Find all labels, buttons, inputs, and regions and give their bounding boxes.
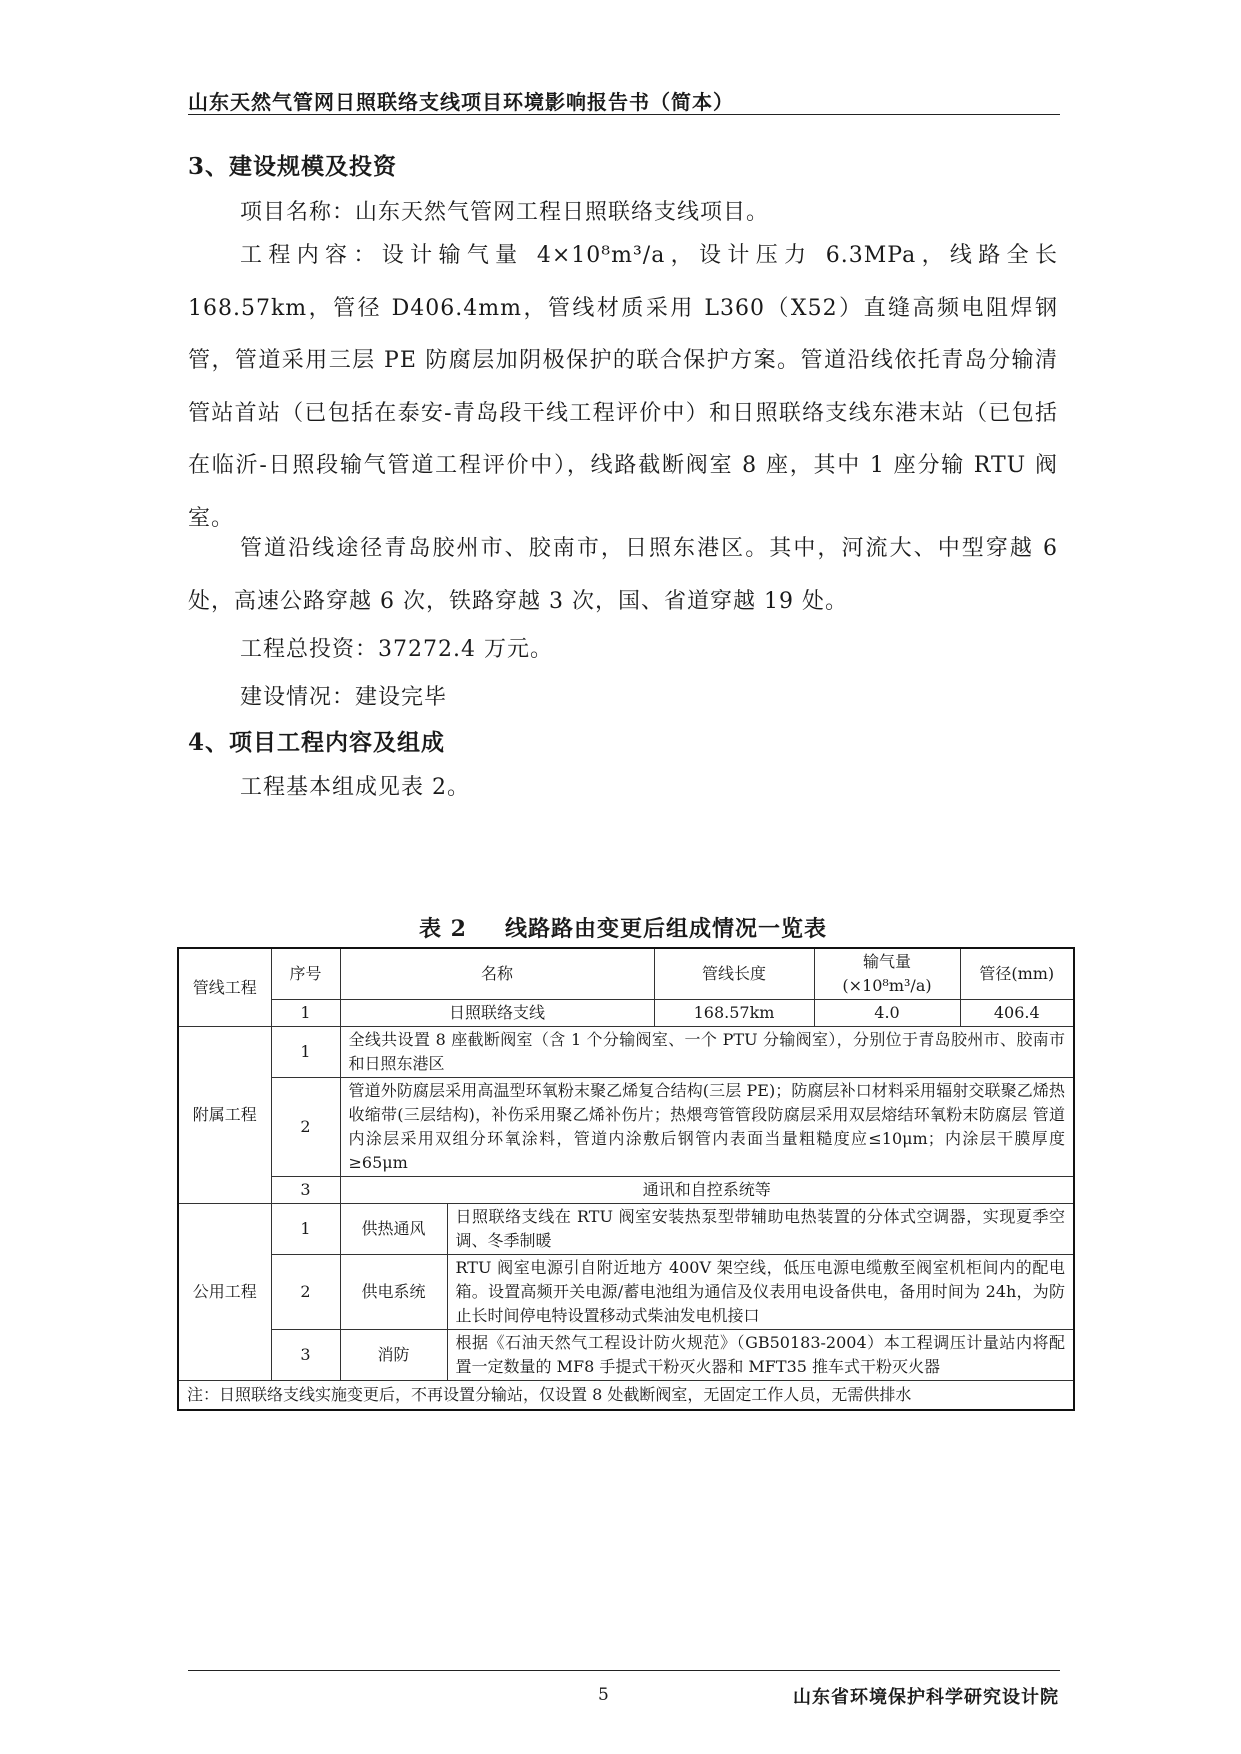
table-row [178, 948, 1074, 1000]
auxiliary-category-cell: 附属工程 [178, 1027, 271, 1204]
table-cell: 168.57km [654, 1000, 814, 1027]
header-cell: 管径(mm) [960, 948, 1074, 1000]
table-cell: 管道外防腐层采用高温型环氧粉末聚乙烯复合结构(三层 PE)；防腐层补口材料采用辐射交联聚乙烯热收缩带(三层结构)，补伤采用聚乙烯补伤片；热煨弯管管段防腐层采用双层熔结环氧粉末防腐层 管道内涂层采用双组分环氧涂料，管道内涂敷后钢管内表面当量粗糙度应≤10μm；内涂层干膜厚度≥65μm [340, 1078, 1074, 1177]
table-cell: 4.0 [814, 1000, 960, 1027]
utility-category-cell: 公用工程 [178, 1204, 271, 1381]
table-cell: 供热通风 [340, 1204, 447, 1255]
table-cell: 日照联络支线在 RTU 阀室安装热泵型带辅助电热装置的分体式空调器，实现夏季空调、冬季制暖 [447, 1204, 1074, 1255]
table-cell: 1 [271, 1000, 340, 1027]
table-cell: 406.4 [960, 1000, 1074, 1027]
table-row [178, 1177, 1074, 1204]
table-caption [188, 912, 1058, 943]
table-row [178, 1204, 1074, 1255]
table-row [178, 1255, 1074, 1330]
footer-organization: 山东省环境保护科学研究设计院 [793, 1687, 1059, 1708]
table-caption-number: 表 2 [419, 916, 467, 942]
header-cell: 序号 [271, 948, 340, 1000]
table-row [178, 1000, 1074, 1027]
engineering-content-paragraph: 工程内容：设计输气量 4×10⁸m³/a，设计压力 6.3MPa，线路全长 168.57km，管径 D406.4mm，管线材质采用 L360（X52）直缝高频电阻焊钢管，管道采用三层 PE 防腐层加阴极保护的联合保护方案。管道沿线依托青岛分输清管站首站（已包括在泰安-青岛段干线工程评价中）和日照联络支线东港末站（已包括在临沂-日照段输气管道工程评价中），线路截断阀室 8 座，其中 1 座分输 RTU 阀室。 [188, 243, 1058, 531]
table-cell: RTU 阀室电源引自附近地方 400V 架空线，低压电源电缆敷至阀室机柜间内的配电箱。设置高频开关电源/蓄电池组为通信及仪表用电设备供电，备用时间为 24h，为防止长时间停电特设置移动式柴油发电机接口 [447, 1255, 1074, 1330]
status-line: 建设情况：建设完毕 [240, 685, 448, 710]
table-cell: 3 [271, 1330, 340, 1381]
table-cell: 3 [271, 1177, 340, 1204]
table-row [178, 1027, 1074, 1078]
table-cell: 全线共设置 8 座截断阀室（含 1 个分输阀室、一个 PTU 分输阀室），分别位于青岛胶州市、胶南市和日照东港区 [340, 1027, 1074, 1078]
header-rule [188, 114, 1060, 115]
table-caption-title: 线路路由变更后组成情况一览表 [504, 916, 827, 942]
table-cell: 2 [271, 1078, 340, 1177]
table-cell: 1 [271, 1204, 340, 1255]
table-cell: 根据《石油天然气工程设计防火规范》（GB50183-2004）本工程调压计量站内将配置一定数量的 MF8 手提式干粉灭火器和 MFT35 推车式干粉灭火器 [447, 1330, 1074, 1381]
header-cell: 输气量(×10⁸m³/a) [814, 948, 960, 1000]
table-cell: 通讯和自控系统等 [340, 1177, 1074, 1204]
header-cell: 管线长度 [654, 948, 814, 1000]
table-intro-line: 工程基本组成见表 2。 [240, 775, 470, 800]
pipeline-category-cell: 管线工程 [178, 948, 271, 1027]
table-cell: 2 [271, 1255, 340, 1330]
page-number: 5 [598, 1685, 609, 1705]
table-cell: 1 [271, 1027, 340, 1078]
table-row [178, 1078, 1074, 1177]
table-row [178, 1381, 1074, 1411]
composition-table [177, 947, 1075, 1411]
section-3-title: 3、建设规模及投资 [188, 153, 398, 180]
section-4-title: 4、项目工程内容及组成 [188, 729, 446, 756]
route-paragraph: 管道沿线途径青岛胶州市、胶南市，日照东港区。其中，河流大、中型穿越 6 处，高速公路穿越 6 次，铁路穿越 3 次，国、省道穿越 19 处。 [188, 536, 1058, 614]
table-cell: 消防 [340, 1330, 447, 1381]
table-note: 注：日照联络支线实施变更后，不再设置分输站，仅设置 8 处截断阀室，无固定工作人员，无需供排水 [178, 1381, 1074, 1411]
document-header-title: 山东天然气管网日照联络支线项目环境影响报告书（简本） [188, 90, 734, 114]
table-cell: 日照联络支线 [340, 1000, 654, 1027]
header-cell: 名称 [340, 948, 654, 1000]
footer-rule [188, 1670, 1060, 1671]
investment-line: 工程总投资：37272.4 万元。 [240, 637, 553, 662]
table-cell: 供电系统 [340, 1255, 447, 1330]
table-row [178, 1330, 1074, 1381]
project-name-line: 项目名称：山东天然气管网工程日照联络支线项目。 [240, 200, 770, 225]
